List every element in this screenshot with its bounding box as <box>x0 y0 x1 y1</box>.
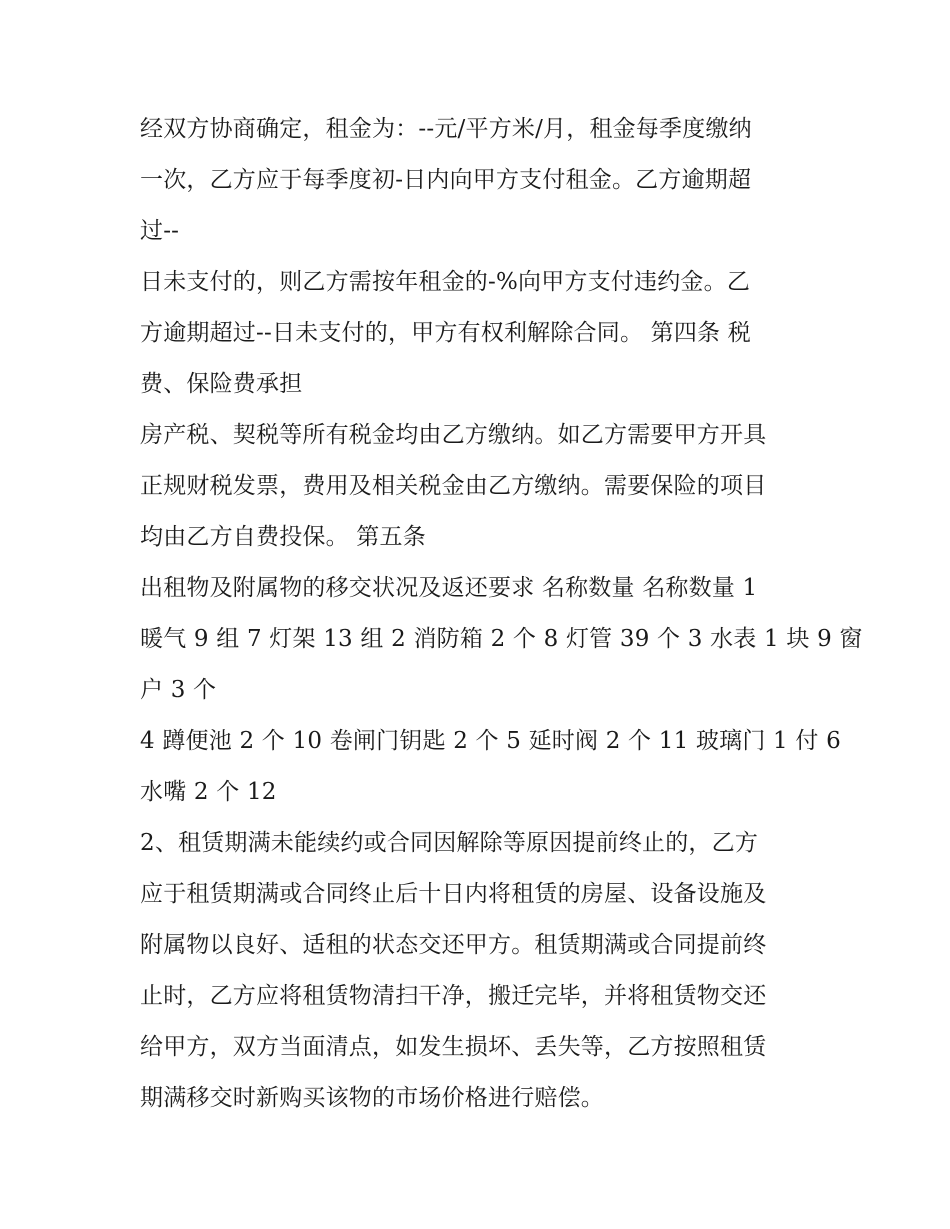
contract-text <box>140 104 863 1124</box>
text-line: 4 蹲便池 2 个 10 卷闸门钥匙 2 个 5 延时阀 2 个 11 玻璃门 1 付 6 <box>140 728 841 754</box>
text-line: 水嘴 2 个 12 <box>140 779 277 805</box>
text-line: 日未支付的，则乙方需按年租金的-%向甲方支付违约金。乙 <box>140 269 751 295</box>
text-line: 正规财税发票，费用及相关税金由乙方缴纳。需要保险的项目 <box>140 473 767 499</box>
text-line: 经双方协商确定，租金为：--元/平方米/月，租金每季度缴纳 <box>140 116 752 142</box>
text-line: 过-- <box>140 218 180 244</box>
text-line: 方逾期超过--日未支付的，甲方有权利解除合同。 第四条 税 <box>140 320 751 346</box>
text-line: 户 3 个 <box>140 677 217 703</box>
text-line: 期满移交时新购买该物的市场价格进行赔偿。 <box>140 1085 604 1111</box>
text-line: 费、保险费承担 <box>140 371 303 397</box>
text-line: 应于租赁期满或合同终止后十日内将租赁的房屋、设备设施及 <box>140 881 767 907</box>
text-line: 房产税、契税等所有税金均由乙方缴纳。如乙方需要甲方开具 <box>140 422 767 448</box>
text-line: 一次，乙方应于每季度初-日内向甲方支付租金。乙方逾期超 <box>140 167 752 193</box>
text-line: 均由乙方自费投保。 第五条 <box>140 524 426 550</box>
text-line: 2、租赁期满未能续约或合同因解除等原因提前终止的，乙方 <box>140 830 759 856</box>
text-line: 暖气 9 组 7 灯架 13 组 2 消防箱 2 个 8 灯管 39 个 3 水表 1 块 9 窗 <box>140 626 863 652</box>
text-line: 出租物及附属物的移交状况及返还要求 名称数量 名称数量 1 <box>140 575 758 601</box>
text-line: 给甲方，双方当面清点，如发生损坏、丢失等，乙方按照租赁 <box>140 1034 767 1060</box>
text-line: 止时，乙方应将租赁物清扫干净，搬迁完毕，并将租赁物交还 <box>140 983 767 1009</box>
text-line: 附属物以良好、适租的状态交还甲方。租赁期满或合同提前终 <box>140 932 767 958</box>
